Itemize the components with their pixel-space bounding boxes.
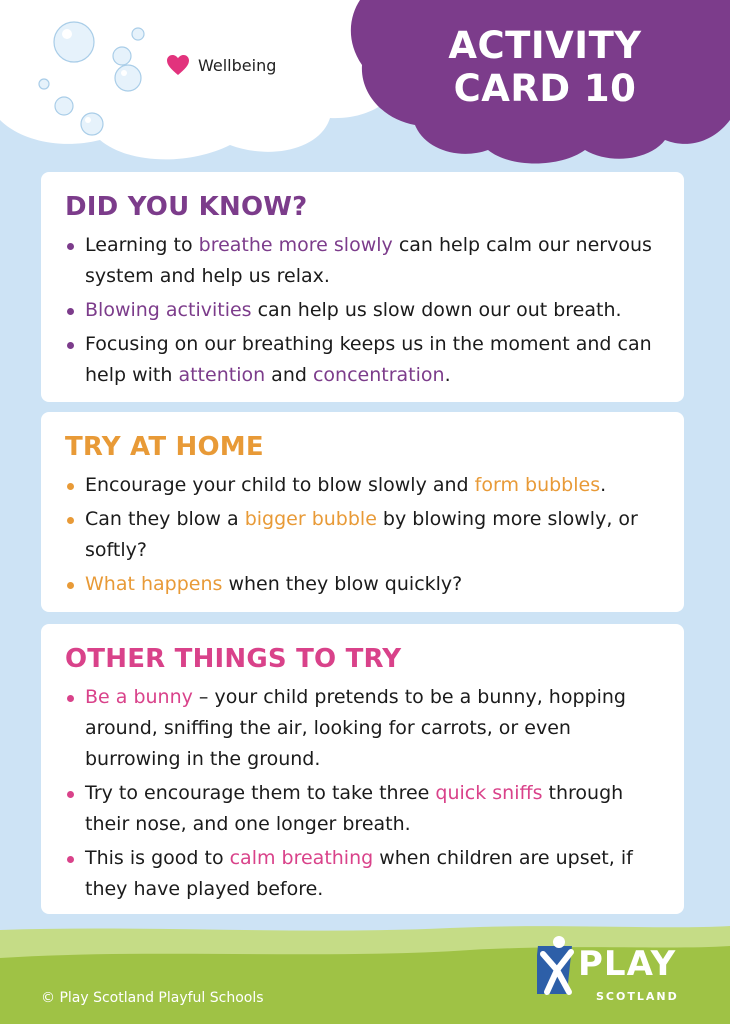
list-item: This is good to calm breathing when children are upset, if they have played before.	[65, 843, 660, 905]
section-did-you-know	[41, 172, 684, 402]
list-item: Can they blow a bigger bubble by blowing more slowly, or softly?	[65, 504, 660, 566]
bullet-icon	[67, 517, 74, 524]
bullet-list	[65, 682, 660, 905]
bullet-icon	[67, 695, 74, 702]
logo-subword: SCOTLAND	[596, 990, 679, 1003]
section-other-things-to-try	[41, 624, 684, 914]
list-item: Be a bunny – your child pretends to be a bunny, hopping around, sniffing the air, looking for carrots, or even burrowing in the ground.	[65, 682, 660, 775]
section-heading: DID YOU KNOW?	[65, 192, 308, 222]
card-title-line2: CARD 10	[453, 67, 637, 110]
list-item: Focusing on our breathing keeps us in the moment and can help with attention and concentration.	[65, 329, 660, 391]
list-item: What happens when they blow quickly?	[65, 569, 660, 600]
heart-icon	[166, 54, 190, 76]
bullet-icon	[67, 342, 74, 349]
bullet-icon	[67, 308, 74, 315]
card-title	[420, 24, 670, 110]
logo-word: PLAY	[578, 944, 677, 984]
copyright-text: © Play Scotland Playful Schools	[41, 990, 264, 1006]
bullet-list	[65, 230, 660, 391]
list-item: Learning to breathe more slowly can help calm our nervous system and help us relax.	[65, 230, 660, 292]
card-title-line1: ACTIVITY	[448, 24, 642, 67]
section-heading: OTHER THINGS TO TRY	[65, 644, 402, 674]
section-heading: TRY AT HOME	[65, 432, 264, 462]
category-tag	[166, 54, 276, 76]
list-item: Encourage your child to blow slowly and form bubbles.	[65, 470, 660, 501]
bullet-icon	[67, 856, 74, 863]
section-try-at-home	[41, 412, 684, 612]
bullet-list	[65, 470, 660, 600]
bullet-icon	[67, 791, 74, 798]
bullet-icon	[67, 243, 74, 250]
category-label: Wellbeing	[198, 55, 277, 75]
bubbles-decoration	[0, 0, 150, 150]
bullet-icon	[67, 483, 74, 490]
bullet-icon	[67, 582, 74, 589]
logo-figure-icon	[537, 936, 572, 994]
list-item: Try to encourage them to take three quick sniffs through their nose, and one longer breath.	[65, 778, 660, 840]
list-item: Blowing activities can help us slow down our out breath.	[65, 295, 660, 326]
